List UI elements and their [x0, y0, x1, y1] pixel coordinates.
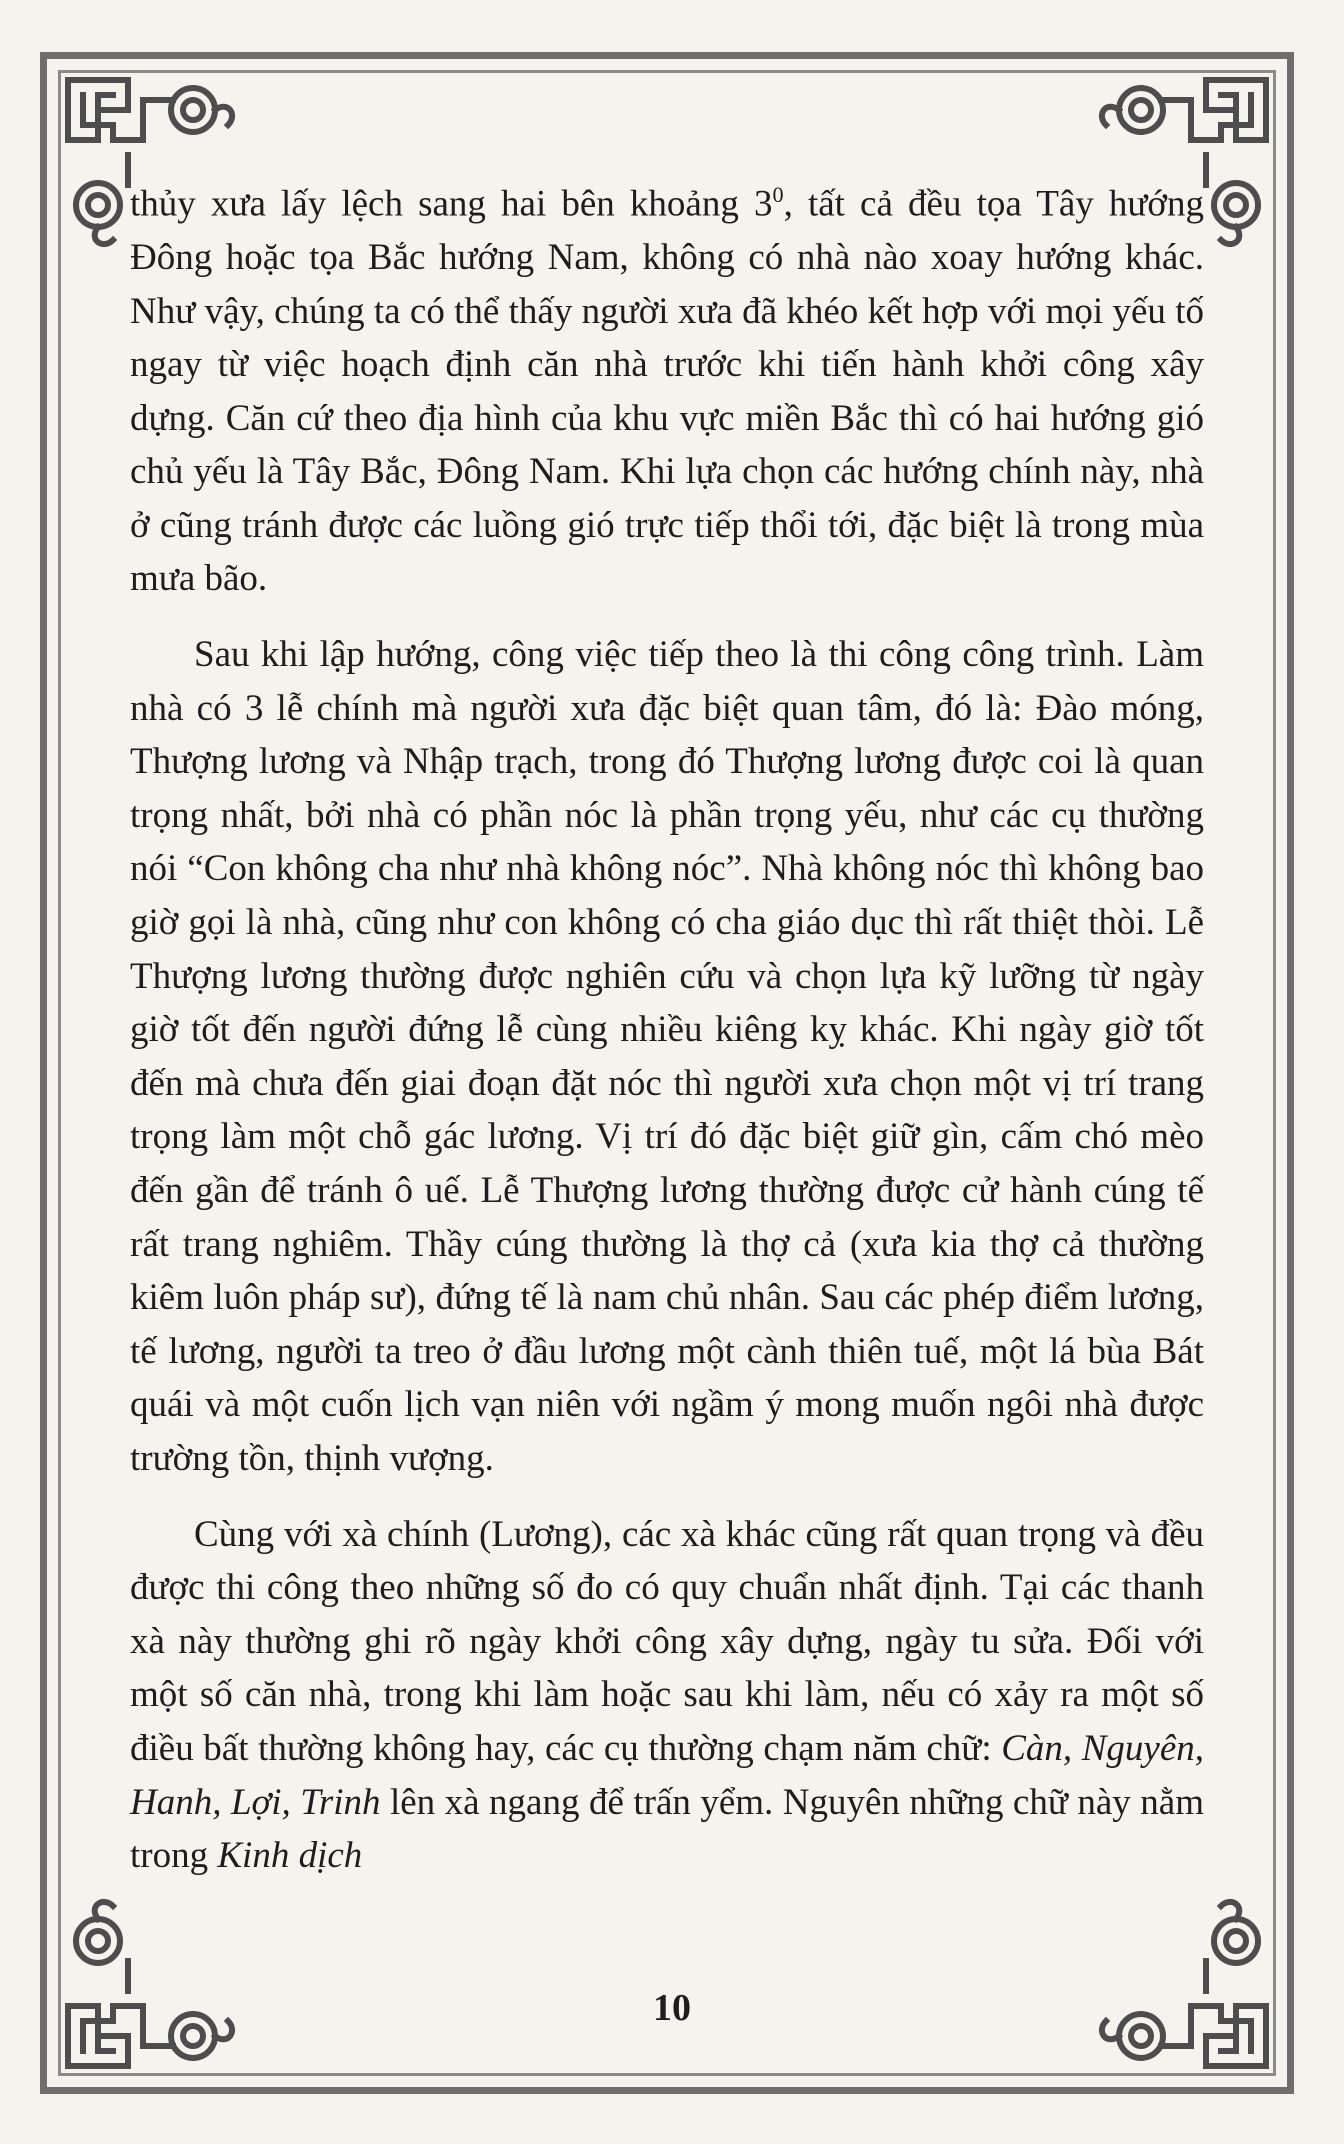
paragraph-3 — [130, 1508, 1204, 1883]
text-run: , tất cả đều tọa Tây hướng Đông hoặc tọa Bắc hướng Nam, không có nhà nào xoay hướng khác. Như vậy, chúng ta có thể thấy người xưa đã khéo kết hợp với mọi yếu tố ngay từ việc hoạch định căn nhà trước khi tiến hành khởi công xây dựng. Căn cứ theo địa hình của khu vực miền Bắc thì có hai hướng gió chủ yếu là Tây Bắc, Đông Nam. Khi lựa chọn các hướng chính này, nhà ở cũng tránh được các luồng gió trực tiếp thổi tới, đặc biệt là trong mùa mưa bão. — [130, 183, 1204, 600]
corner-ornament-bottom-left-icon — [58, 1876, 258, 2076]
text-run: Cùng với xà chính (Lương), các xà khác cũng rất quan trọng và đều được thi công theo những số đo có quy chuẩn nhất định. Tại các thanh xà này thường ghi rõ ngày khởi công xây dựng, ngày tu sửa. Đối với một số căn nhà, trong khi làm hoặc sau khi làm, nếu có xảy ra một số điều bất thường không hay, các cụ thường chạm năm chữ: — [130, 1513, 1204, 1769]
italic-term: Kinh dịch — [217, 1835, 363, 1877]
italic-term: Càn, Nguyên, Hanh, Lợi, Trinh — [130, 1727, 1205, 1823]
paragraph-1 — [130, 168, 1204, 606]
text-run: thủy xưa lấy lệch sang hai bên khoảng 3 — [130, 183, 773, 225]
paragraph-2 — [130, 628, 1204, 1486]
corner-ornament-bottom-right-icon — [1076, 1876, 1276, 2076]
body-text — [130, 168, 1204, 1883]
superscript: 0 — [772, 182, 784, 207]
text-run: lên xà ngang để trấn yểm. Nguyên những chữ này nằm trong — [130, 1781, 1204, 1877]
page-number: 10 — [653, 1987, 691, 2029]
text-run: Sau khi lập hướng, công việc tiếp theo là thi công công trình. Làm nhà có 3 lễ chính mà người xưa đặc biệt quan tâm, đó là: Đào móng, Thượng lương và Nhập trạch, trong đó Thượng lương được coi là quan trọng nhất, bởi nhà có phần nóc là phần trọng yếu, như các cụ thường nói “Con không cha như nhà không nóc”. Nhà không nóc thì không bao giờ gọi là nhà, cũng như con không có cha giáo dục thì rất thiệt thòi. Lễ Thượng lương thường được nghiên cứu và chọn lựa kỹ lưỡng từ ngày giờ tốt đến người đứng lễ cùng nhiều kiêng kỵ khác. Khi ngày giờ tốt đến mà chưa đến giai đoạn đặt nóc thì người xưa chọn một vị trí trang trọng làm một chỗ gác lương. Vị trí đó đặc biệt giữ gìn, cấm chó mèo đến gần để tránh ô uế. Lễ Thượng lương thường được cử hành cúng tế rất trang nghiêm. Thầy cúng thường là thợ cả (xưa kia thợ cả thường kiêm luôn pháp sư), đứng tế là nam chủ nhân. Sau các phép điểm lương, tế lương, người ta treo ở đầu lương một cành thiên tuế, một lá bùa Bát quái và một cuốn lịch vạn niên với ngầm ý mong muốn ngôi nhà được trường tồn, thịnh vượng. — [130, 634, 1204, 1479]
